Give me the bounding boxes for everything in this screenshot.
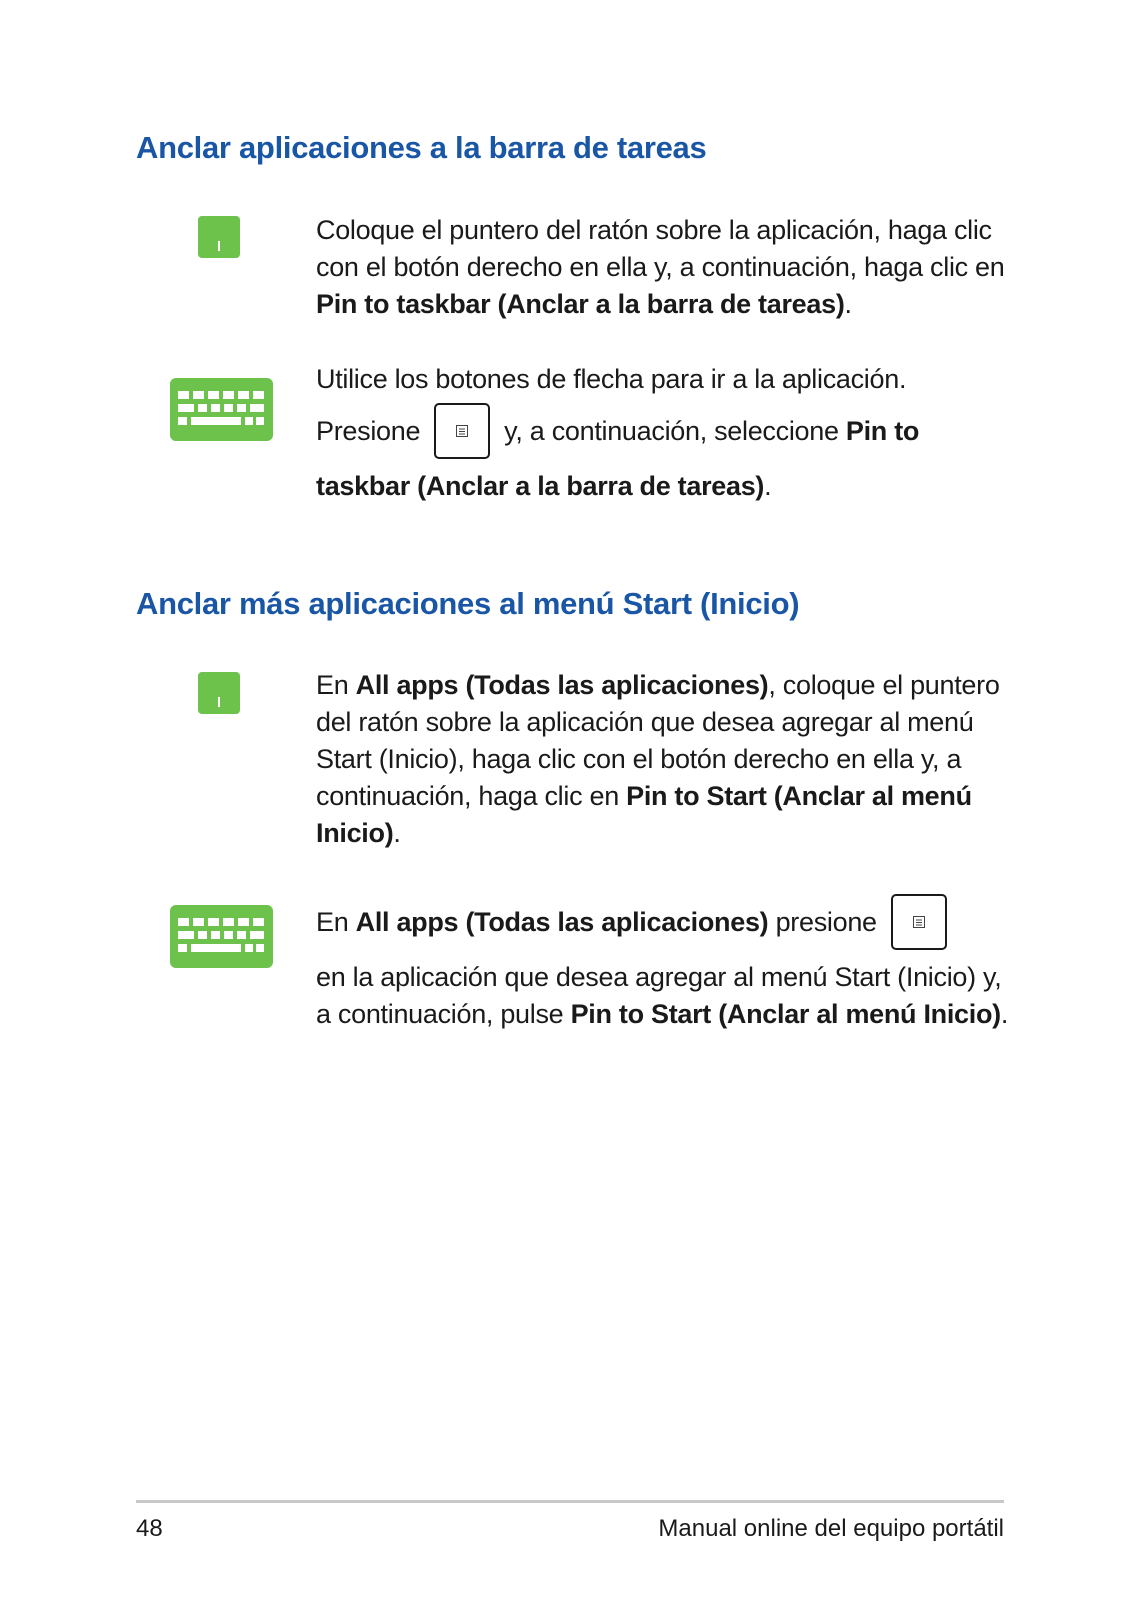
menu-key-icon (891, 894, 947, 950)
page-number: 48 (136, 1515, 163, 1542)
menu-key-icon (434, 403, 490, 459)
keyboard-instruction-taskbar-line3: taskbar (Anclar a la barra de tareas). (316, 471, 772, 501)
footer-title: Manual online del equipo portátil (658, 1515, 1004, 1542)
section-heading-taskbar: Anclar aplicaciones a la barra de tareas (136, 130, 707, 165)
touchpad-icon (198, 672, 240, 714)
keyboard-instruction-taskbar-line1: Utilice los botones de flecha para ir a la aplicación. (316, 364, 907, 394)
touchpad-instruction-taskbar: Coloque el puntero del ratón sobre la aplicación, haga clic con el botón derecho en ella y, a continuación, haga clic en Pin to taskbar (Anclar a la barra de tareas). (316, 215, 1005, 319)
footer-divider (136, 1500, 1004, 1503)
section-heading-start-menu: Anclar más aplicaciones al menú Start (Inicio) (136, 586, 800, 621)
keyboard-instruction-start-line1: En All apps (Todas las aplicaciones) presione (316, 893, 961, 951)
keyboard-icon (170, 905, 273, 968)
touchpad-icon (198, 216, 240, 258)
keyboard-instruction-taskbar-line2: Presione y, a continuación, seleccione Pin to (316, 402, 919, 460)
keyboard-icon (170, 378, 273, 441)
keyboard-instruction-start-rest: en la aplicación que desea agregar al menú Start (Inicio) y, a continuación, pulse Pin to Start (Anclar al menú Inicio). (316, 962, 1009, 1029)
touchpad-instruction-start: En All apps (Todas las aplicaciones), coloque el puntero del ratón sobre la aplicación que desea agregar al menú Start (Inicio), haga clic con el botón derecho en ella y, a continuación, haga clic en Pin to Start (Anclar al menú Inicio). (316, 670, 1000, 848)
